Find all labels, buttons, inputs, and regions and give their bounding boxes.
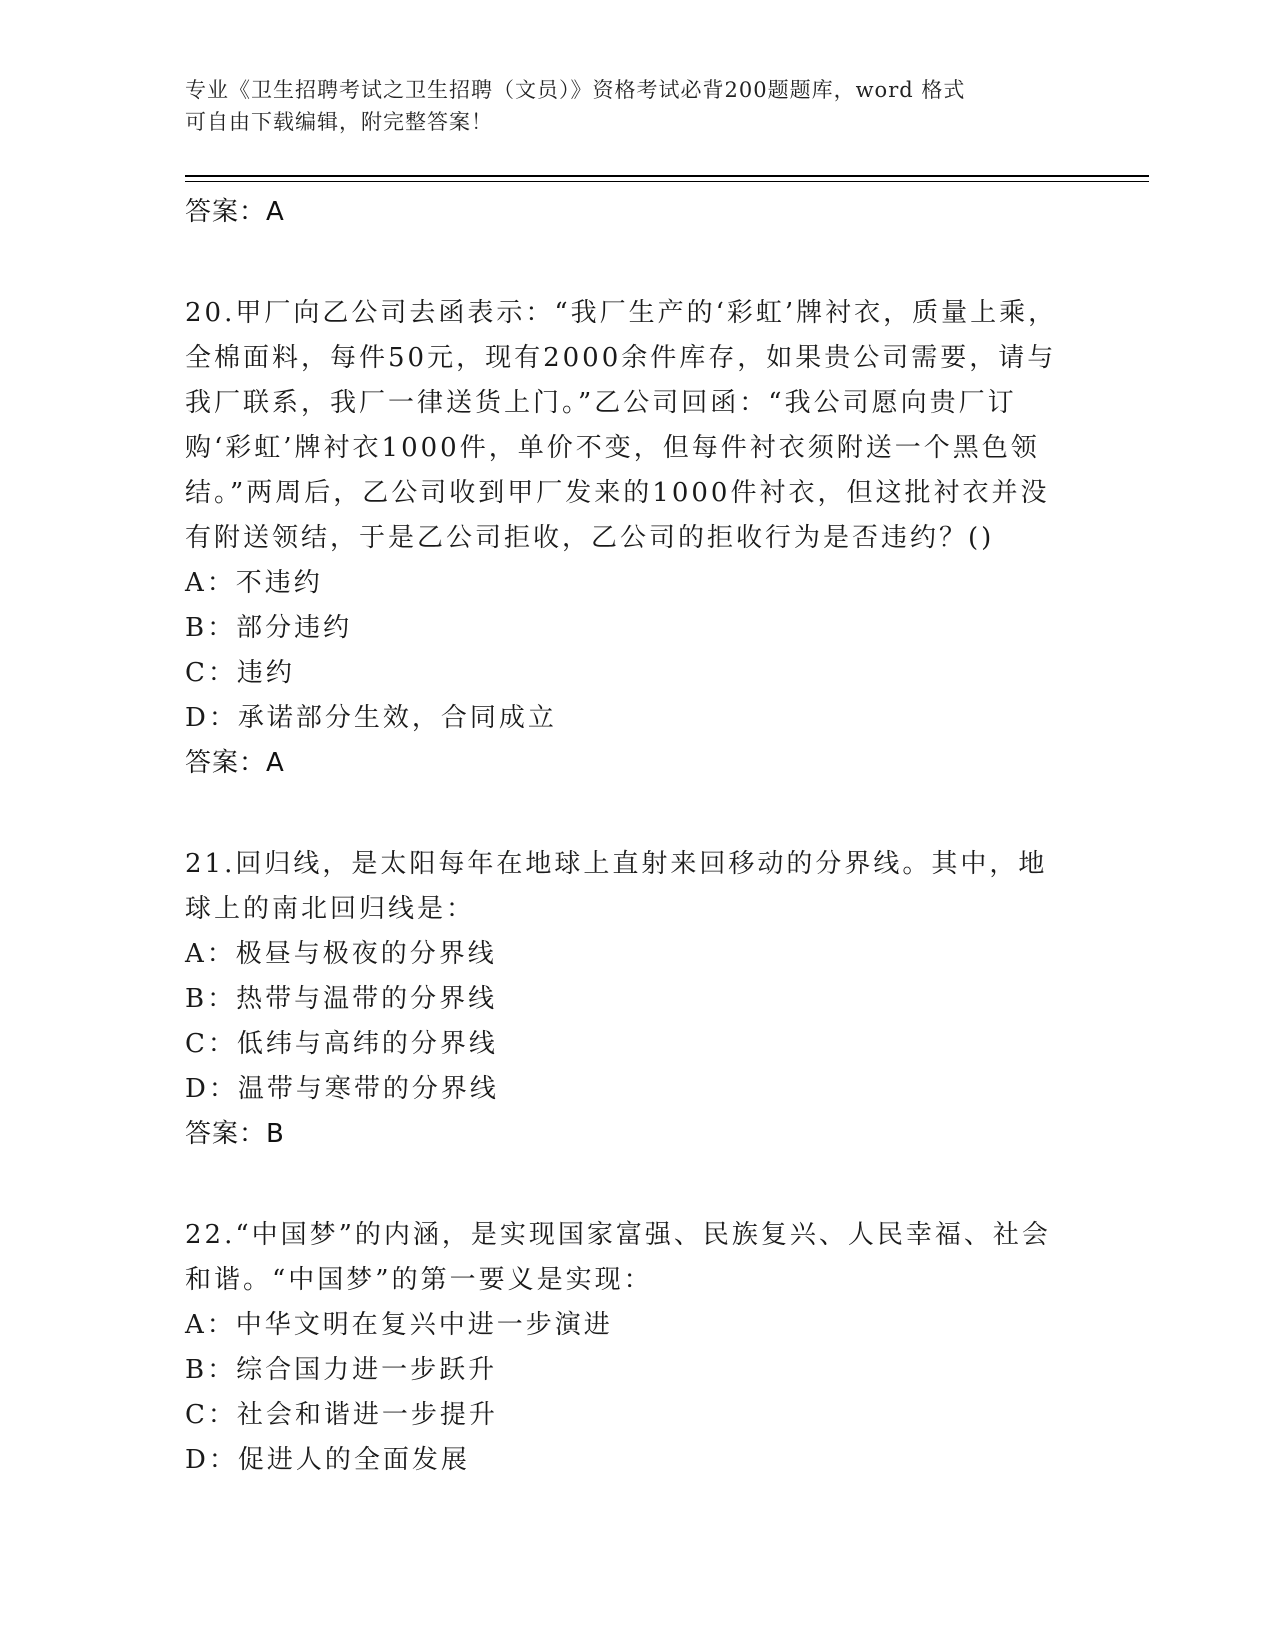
option-a: A：不违约 xyxy=(185,568,323,598)
option-c: C：违约 xyxy=(185,658,295,688)
spacer xyxy=(185,234,1065,291)
document-header xyxy=(185,74,1065,138)
option-b: B：部分违约 xyxy=(185,613,353,643)
header-rule-thin xyxy=(185,181,1149,182)
question-text: 21.回归线，是太阳每年在地球上直射来回移动的分界线。其中，地球上的南北回归线是： xyxy=(185,849,1048,924)
question-text: 20.甲厂向乙公司去函表示：“我厂生产的‘彩虹’牌衬衣，质量上乘，全棉面料，每件50元，现有2000余件库存，如果贵公司需要，请与我厂联系，我厂一律送货上门。”乙公司回函：“我公司愿向贵厂订购‘彩虹’牌衬衣1000件，单价不变，但每件衬衣须附送一个黑色领结。”两周后，乙公司收到甲厂发来的1000件衬衣，但这批衬衣并没有附送领结，于是乙公司拒收，乙公司的拒收行为是否违约？() xyxy=(185,298,1058,553)
spacer xyxy=(185,785,1065,842)
option-a: A：中华文明在复兴中进一步演进 xyxy=(185,1310,613,1340)
header-line-1: 专业《卫生招聘考试之卫生招聘（文员）》资格考试必背200题题库，word 格式 xyxy=(185,78,966,102)
header-line-2: 可自由下载编辑，附完整答案！ xyxy=(185,110,493,134)
question-block xyxy=(185,842,1065,1156)
previous-answer: 答案：A xyxy=(185,197,285,227)
option-b: B：综合国力进一步跃升 xyxy=(185,1355,498,1385)
answer-label: 答案：A xyxy=(185,748,285,778)
question-block xyxy=(185,291,1065,785)
answer-label: 答案：B xyxy=(185,1119,285,1149)
spacer xyxy=(185,1156,1065,1213)
question-block xyxy=(185,1213,1065,1483)
document-body xyxy=(185,190,1065,1483)
option-b: B：热带与温带的分界线 xyxy=(185,984,498,1014)
question-text: 22.“中国梦”的内涵，是实现国家富强、民族复兴、人民幸福、社会和谐。“中国梦”的第一要义是实现： xyxy=(185,1220,1051,1295)
option-a: A：极昼与极夜的分界线 xyxy=(185,939,497,969)
option-c: C：社会和谐进一步提升 xyxy=(185,1400,498,1430)
header-rule-thick xyxy=(185,175,1149,177)
option-d: D：承诺部分生效，合同成立 xyxy=(185,703,557,733)
option-d: D：温带与寒带的分界线 xyxy=(185,1074,499,1104)
option-d: D：促进人的全面发展 xyxy=(185,1445,470,1475)
option-c: C：低纬与高纬的分界线 xyxy=(185,1029,498,1059)
